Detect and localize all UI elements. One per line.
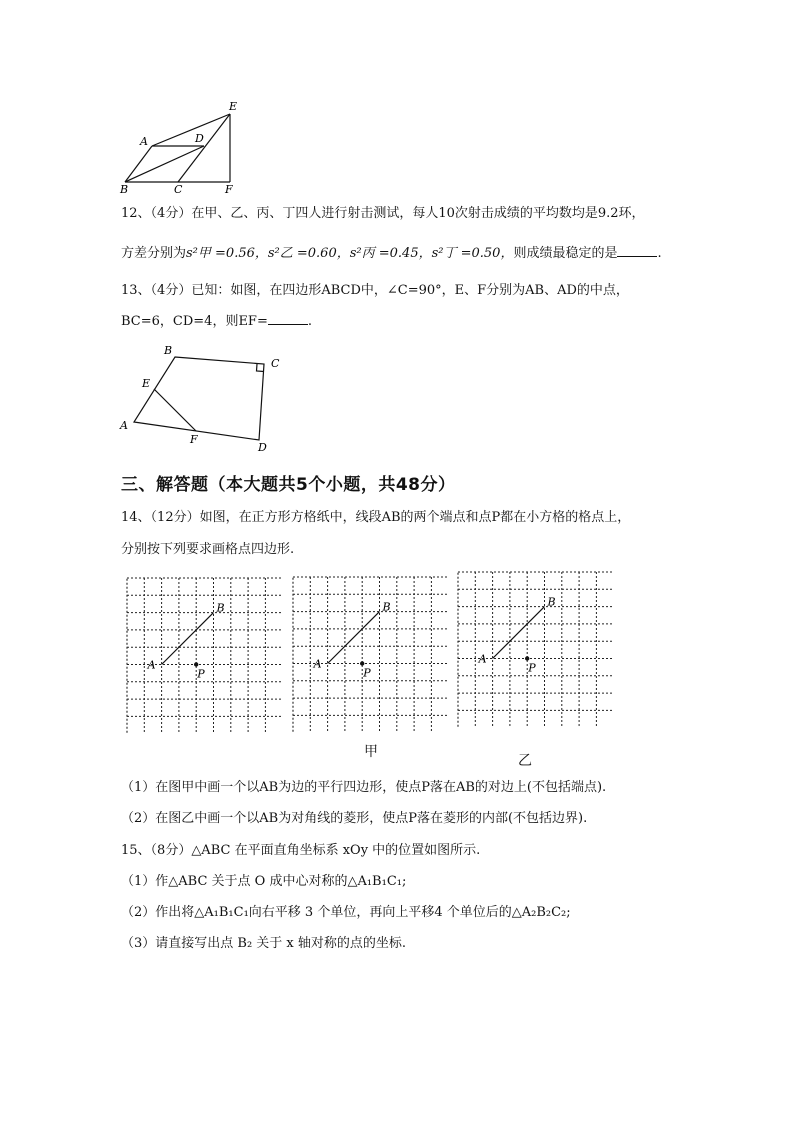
- label-a: A: [147, 658, 156, 672]
- fig13-label-a: A: [120, 419, 128, 432]
- q12-line1: 12、（4分）在甲、乙、丙、丁四人进行射击测试，每人10次射击成绩的平均数均是9.2环，: [121, 206, 645, 221]
- q13-line2: [121, 312, 312, 331]
- q13-given: BC=6，CD=4，则EF=: [121, 314, 268, 329]
- grid-border: [127, 578, 282, 733]
- label-p: P: [363, 666, 371, 680]
- segment-ab: [162, 613, 214, 665]
- q15-part3: （3）请直接写出点 B₂ 关于 x 轴对称的点的坐标.: [121, 936, 407, 951]
- label-p: P: [528, 661, 536, 675]
- section-three-title: 三、解答题（本大题共5个小题，共48分）: [121, 475, 456, 495]
- q12-prefix: 方差分别为: [121, 246, 187, 261]
- q12-answer-blank: [617, 244, 657, 257]
- q14-line2: 分别按下列要求画格点四边形.: [121, 542, 295, 557]
- grid-figure-1: [125, 576, 282, 733]
- label-b: B: [382, 600, 391, 614]
- label-b: B: [547, 595, 556, 609]
- label-a: A: [478, 652, 487, 666]
- grid-figure-2: [291, 575, 448, 732]
- grid-border: [458, 572, 613, 727]
- point-p: [194, 662, 198, 666]
- fig11-label-a: A: [140, 135, 148, 148]
- q12-suffix: 则成绩最稳定的是: [513, 246, 618, 261]
- q14-line1: 14、（12分）如图，在正方形方格纸中，线段AB的两个端点和点P都在小方格的格点上，: [121, 510, 631, 525]
- fig11-label-c: C: [174, 183, 183, 194]
- figure-q11: [112, 98, 242, 194]
- fig11-label-b: B: [120, 183, 129, 194]
- q14-part2: （2）在图乙中画一个以AB为对角线的菱形，使点P落在菱形的内部(不包括边界).: [121, 811, 588, 826]
- fig11-label-e: E: [229, 100, 238, 113]
- q13-line1: 13、（4分）已知：如图，在四边形ABCD中，∠C=90°，E、F分别为AB、AD的中点，: [121, 283, 629, 298]
- q15-part2: （2）作出将△A₁B₁C₁向右平移 3 个单位，再向上平移4 个单位后的△A₂B₂C₂;: [121, 905, 571, 920]
- caption-yi: 乙: [518, 753, 532, 769]
- fig11-label-d: D: [195, 132, 204, 145]
- label-a: A: [313, 657, 322, 671]
- label-p: P: [197, 667, 205, 681]
- segment-ab: [328, 612, 380, 664]
- q12-line2: [121, 244, 662, 263]
- label-b: B: [216, 601, 225, 615]
- segment-ab: [493, 607, 545, 659]
- caption-jia: 甲: [364, 744, 378, 760]
- fig13-label-e: E: [142, 377, 151, 390]
- point-p: [525, 656, 529, 660]
- q15-part1: （1）作△ABC 关于点 O 成中心对称的△A₁B₁C₁;: [121, 874, 407, 889]
- q12-variance-ding: s²丁 =0.50，: [431, 246, 514, 261]
- q12-end: .: [657, 246, 662, 261]
- q12-variance-jia: s²甲 =0.56，: [186, 246, 268, 261]
- grid-border: [293, 577, 448, 732]
- fig13-label-c: C: [271, 357, 280, 370]
- fig13-label-b: B: [164, 344, 173, 357]
- q13-answer-blank: [268, 312, 308, 325]
- figure-q13: [116, 340, 291, 455]
- q14-part1: （1）在图甲中画一个以AB为边的平行四边形，使点P落在AB的对边上(不包括端点).: [121, 780, 607, 795]
- q15-line1: 15、（8分）△ABC 在平面直角坐标系 xOy 中的位置如图所示.: [121, 843, 481, 858]
- q12-variance-yi: s²乙 =0.60，: [267, 246, 350, 261]
- point-p: [360, 661, 364, 665]
- fig13-label-f: F: [190, 433, 198, 446]
- q12-variance-bing: s²丙 =0.45，: [349, 246, 432, 261]
- grid-figure-3: [456, 570, 613, 727]
- fig13-label-d: D: [258, 441, 267, 454]
- q13-end: .: [307, 314, 312, 329]
- fig11-label-f: F: [225, 183, 233, 194]
